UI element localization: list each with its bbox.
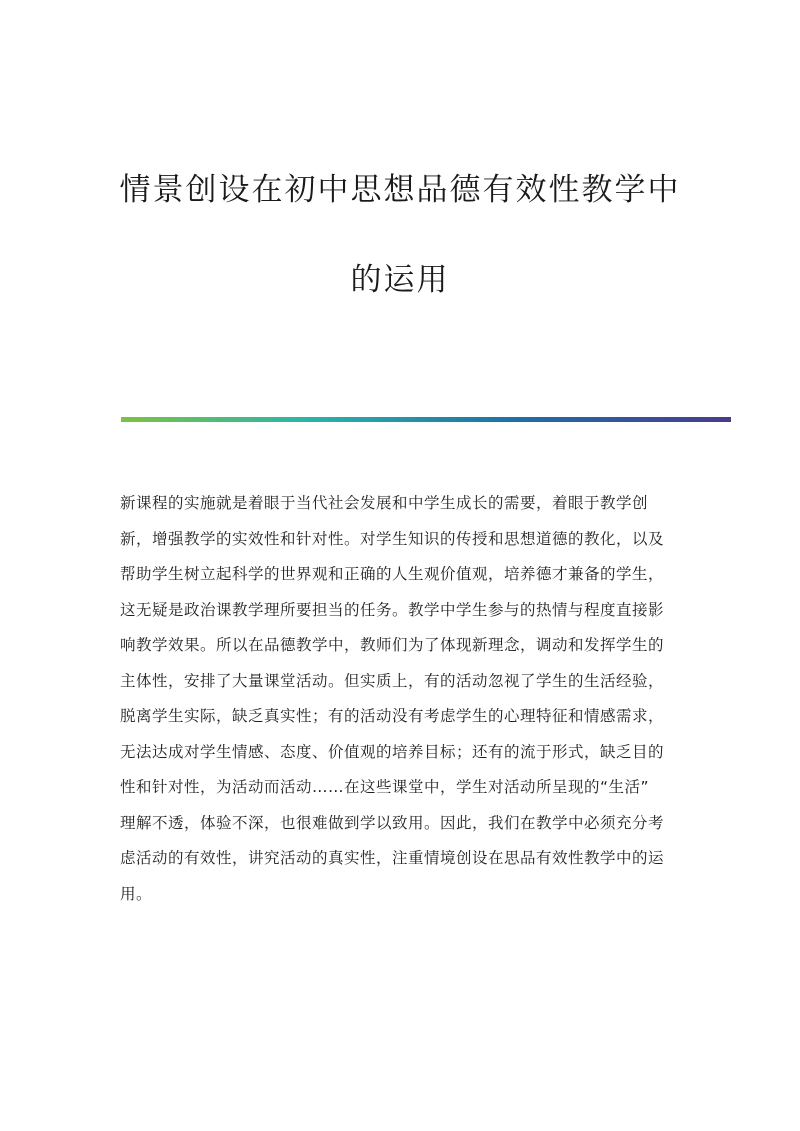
gradient-divider: [121, 417, 731, 422]
paragraph-line: 新课程的实施就是着眼于当代社会发展和中学生成长的需要，着眼于教学创: [120, 494, 649, 512]
paragraph-line: 新，增强教学的实效性和针对性。对学生知识的传授和思想道德的教化，以及: [120, 529, 665, 548]
body-paragraph: [120, 486, 680, 912]
document-title: [100, 172, 700, 298]
title-line-2: 的运用: [350, 262, 450, 298]
paragraph-line: 帮助学生树立起科学的世界观和正确的人生观价值观，培养德才兼备的学生，: [120, 565, 665, 583]
paragraph-line: 这无疑是政治课教学理所要担当的任务。教学中学生参与的热情与程度直接影: [120, 600, 665, 619]
paragraph-line: 理解不透，体验不深，也很难做到学以致用。因此，我们在教学中必须充分考: [120, 813, 665, 832]
paragraph-line: 用。: [120, 884, 153, 903]
paragraph-line: 响教学效果。所以在品德教学中，教师们为了体现新理念，调动和发挥学生的: [120, 636, 665, 654]
paragraph-line: 主体性，安排了大量课堂活动。但实质上，有的活动忽视了学生的生活经验，: [120, 671, 665, 690]
paragraph-line: 虑活动的有效性，讲究活动的真实性，注重情境创设在思品有效性教学中的运: [120, 849, 665, 867]
paragraph-line: 无法达成对学生情感、态度、价值观的培养目标；还有的流于形式，缺乏目的: [120, 742, 665, 761]
paragraph-line: 脱离学生实际，缺乏真实性；有的活动没有考虑学生的心理特征和情感需求，: [120, 707, 665, 725]
paragraph-line: 性和针对性，为活动而活动……在这些课堂中，学生对活动所呈现的“生活”: [120, 778, 650, 796]
title-line-1: 情景创设在初中思想品德有效性教学中: [119, 172, 681, 208]
